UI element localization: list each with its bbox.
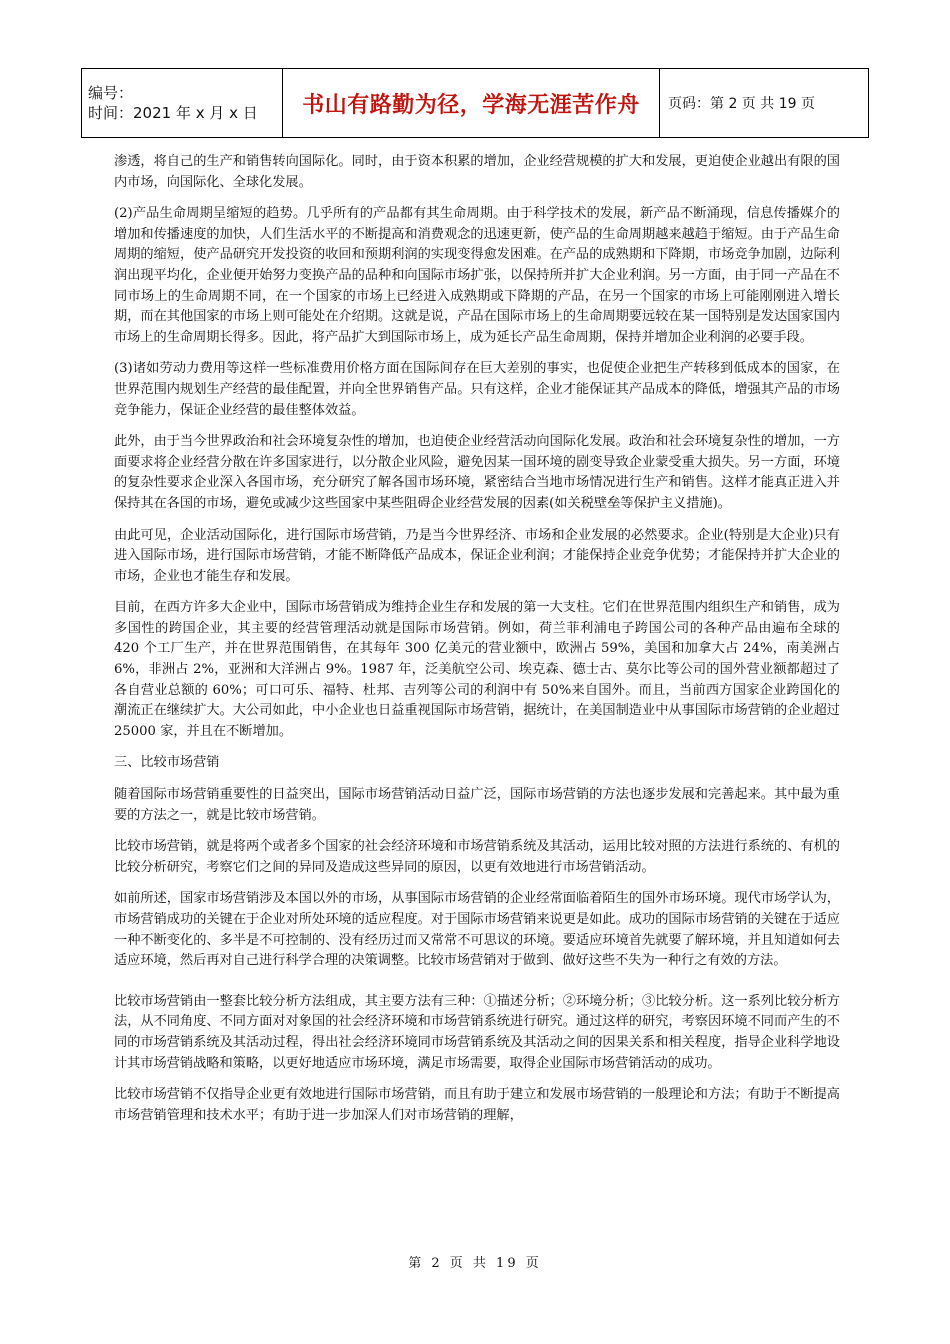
header-meta xyxy=(82,69,283,138)
paragraph: 比较市场营销由一整套比较分析方法组成，其主要方法有三种：①描述分析；②环境分析；③比较分析。这一系列比较分析方法，从不同角度、不同方面对对象国的社会经济环境和市场营销系统进行研究。通过这样的研究，考察因环境不同而产生的不同的市场营销系统及其活动过程，得出社会经济环境同市场营销系统及其活动之间的因果关系和相关程度，指导企业科学地设计其市场营销战略和策略，以更好地适应市场环境，满足市场需要，取得企业国际市场营销活动的成功。 xyxy=(114,993,840,1071)
motto: 书山有路勤为径，学海无涯苦作舟 xyxy=(302,92,640,118)
document-number: 编号： xyxy=(88,84,134,102)
section-heading: 三、比较市场营销 xyxy=(114,755,220,771)
paragraph: 渗透，将自己的生产和销售转向国际化。同时，由于资本积累的增加，企业经营规模的扩大和发展，更迫使企业越出有限的国内市场，向国际化、全球化发展。 xyxy=(114,154,840,190)
document-date: 时间：2021 年 x 月 x 日 xyxy=(88,104,258,122)
header-motto-cell xyxy=(283,69,660,138)
paragraph: 目前，在西方许多大企业中，国际市场营销成为维持企业生存和发展的第一大支柱。它们在世界范围内组织生产和销售，成为多国性的跨国企业，其主要的经营管理活动就是国际市场营销。例如，荷兰菲利浦电子跨国公司的各种产品由遍布全球的 420 个工厂生产，并在世界范围销售，在其每年 300 亿美元的营业额中，欧洲占 59%，美国和加拿大占 24%，南美洲占 6%，非洲占 2%，亚洲和大洋洲占 9%。1987 年，泛美航空公司、埃克森、德士古、莫尔比等公司的国外营业额都超过了各自营业总额的 60%；可口可乐、福特、杜邦、吉列等公司的利润中有 50%来自国外。而且，当前西方国家企业跨国化的潮流正在继续扩大。大公司如此，中小企业也日益重视国际市场营销，据统计，在美国制造业中从事国际市场营销的企业超过 25000 家，并且在不断增加。 xyxy=(114,600,840,739)
paragraph: 由此可见，企业活动国际化，进行国际市场营销，乃是当今世界经济、市场和企业发展的必然要求。企业(特别是大企业)只有进入国际市场，进行国际市场营销，才能不断降低产品成本，保证企业利润；才能保持企业竞争优势；才能保持并扩大企业的市场，企业也才能生存和发展。 xyxy=(114,527,840,584)
page-info: 页码：第 2 页 共 19 页 xyxy=(660,69,869,138)
header-table xyxy=(81,68,869,138)
page-footer: 第 2 页 共 19 页 xyxy=(408,1256,542,1271)
paragraph: 随着国际市场营销重要性的日益突出，国际市场营销活动日益广泛，国际市场营销的方法也逐步发展和完善起来。其中最为重要的方法之一，就是比较市场营销。 xyxy=(114,787,840,823)
paragraph: 比较市场营销不仅指导企业更有效地进行国际市场营销，而且有助于建立和发展市场营销的一般理论和方法；有助于不断提高市场营销管理和技术水平；有助于进一步加深人们对市场营销的理解， xyxy=(114,1087,840,1123)
paragraph: (3)诸如劳动力费用等这样一些标准费用价格方面在国际间存在巨大差别的事实，也促使企业把生产转移到低成本的国家，在世界范围内规划生产经营的最佳配置，并向全世界销售产品。只有这样，企业才能保证其产品成本的降低，增强其产品的市场竞争能力，保证企业经营的最佳整体效益。 xyxy=(114,361,840,418)
paragraph: 此外，由于当今世界政治和社会环境复杂性的增加，也迫使企业经营活动向国际化发展。政治和社会环境复杂性的增加，一方面要求将企业经营分散在许多国家进行，以分散企业风险，避免因某一国环境的剧变导致企业蒙受重大损失。另一方面，环境的复杂性要求企业深入各国市场，充分研究了解各国市场环境，紧密结合当地市场情况进行生产和销售。这样才能真正进入并保持其在各国的市场，避免或减少这些国家中某些阻碍企业经营发展的因素(如关税壁垒等保护主义措施)。 xyxy=(114,434,840,511)
paragraph: (2)产品生命周期呈缩短的趋势。几乎所有的产品都有其生命周期。由于科学技术的发展，新产品不断涌现，信息传播媒介的增加和传播速度的加快，人们生活水平的不断提高和消费观念的迅速更新，使产品的生命周期越来越趋于缩短。由于产品生命周期的缩短，使产品研究开发投资的收回和预期利润的实现变得愈发困难。在产品的成熟期和下降期，市场竞争加剧，边际利润出现平均化，企业便开始努力变换产品的品种和向国际市场扩张，以保持所并扩大企业利润。另一方面，由于同一产品在不同市场上的生命周期不同，在一个国家的市场上已经进入成熟期或下降期的产品，在另一个国家的市场上可能刚刚进入增长期，而在其他国家的市场上则可能处在介绍期。这就是说，产品在国际市场上的生命周期要远较在某一国特别是发达国家国内市场上的生命周期长得多。因此，将产品扩大到国际市场上，成为延长产品生命周期，保持并增加企业利润的必要手段。 xyxy=(114,206,840,345)
paragraph: 如前所述，国家市场营销涉及本国以外的市场，从事国际市场营销的企业经常面临着陌生的国外市场环境。现代市场学认为，市场营销成功的关键在于企业对所处环境的适应程度。对于国际市场营销来说更是如此。成功的国际市场营销的关键在于适应一种不断变化的、多半是不可控制的、没有经历过而又常常不可思议的环境。要适应环境首先就要了解环境，并且知道如何去适应环境，然后再对自己进行科学合理的决策调整。比较市场营销对于做到、做好这些不失为一种行之有效的方法。 xyxy=(114,891,840,969)
paragraph: 比较市场营销，就是将两个或者多个国家的社会经济环境和市场营销系统及其活动，运用比较对照的方法进行系统的、有机的比较分析研究，考察它们之间的异同及造成这些异同的原因，以更有效地进行市场营销活动。 xyxy=(114,839,840,875)
document-body xyxy=(114,152,840,1137)
